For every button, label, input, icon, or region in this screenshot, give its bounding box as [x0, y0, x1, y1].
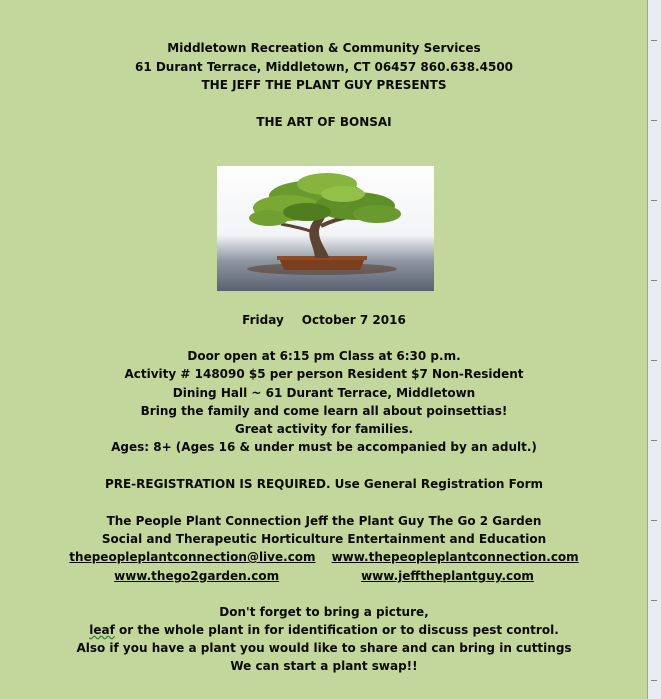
bonsai-tree-illustration: [217, 166, 434, 291]
event-activity: Activity # 148090 $5 per person Resident $7 Non-Resident: [124, 367, 524, 381]
footer-leaf-word: leaf: [89, 623, 115, 637]
website-link-go2garden[interactable]: www.thego2garden.com: [114, 569, 280, 583]
footer-line-2-rest: or the whole plant in for identification or to discuss pest control.: [114, 623, 559, 637]
org-name: Middletown Recreation & Community Services: [167, 41, 481, 55]
vertical-ruler: [647, 0, 661, 699]
links-row-1: [0, 550, 648, 565]
registration-notice: PRE-REGISTRATION IS REQUIRED. Use General Registration Form: [104, 477, 544, 491]
event-great: Great activity for families.: [234, 422, 414, 436]
event-location: Dining Hall ~ 61 Durant Terrace, Middletown: [172, 386, 476, 400]
footer-line-4: We can start a plant swap!!: [230, 659, 418, 673]
bonsai-tree-photo: [217, 166, 434, 291]
sponsors-line-1: The People Plant Connection Jeff the Plant Guy The Go 2 Garden: [106, 514, 542, 528]
website-link-people-plant[interactable]: www.thepeopleplantconnection.com: [331, 550, 579, 564]
event-date: October 7 2016: [301, 313, 406, 327]
event-title: THE ART OF BONSAI: [256, 115, 392, 129]
email-link[interactable]: thepeopleplantconnection@live.com: [69, 550, 316, 564]
footer-line-1: Don't forget to bring a picture,: [219, 605, 429, 619]
website-link-jeff[interactable]: www.jefftheplantguy.com: [361, 569, 534, 583]
event-date-line: [0, 313, 648, 328]
event-ages: Ages: 8+ (Ages 16 & under must be accompanied by an adult.): [111, 440, 537, 454]
event-time: Door open at 6:15 pm Class at 6:30 p.m.: [187, 349, 461, 363]
footer-line-2: [0, 623, 648, 638]
links-row-2: [0, 569, 648, 584]
footer-line-3: Also if you have a plant you would like to share and can bring in cuttings: [76, 641, 572, 655]
event-bring: Bring the family and come learn all about poinsettias!: [140, 404, 508, 418]
presenter-line: THE JEFF THE PLANT GUY PRESENTS: [201, 78, 447, 92]
org-address: 61 Durant Terrace, Middletown, CT 06457 860.638.4500: [134, 60, 514, 74]
event-day: Friday: [242, 313, 284, 327]
sponsors-line-2: Social and Therapeutic Horticulture Entertainment and Education: [101, 532, 547, 546]
